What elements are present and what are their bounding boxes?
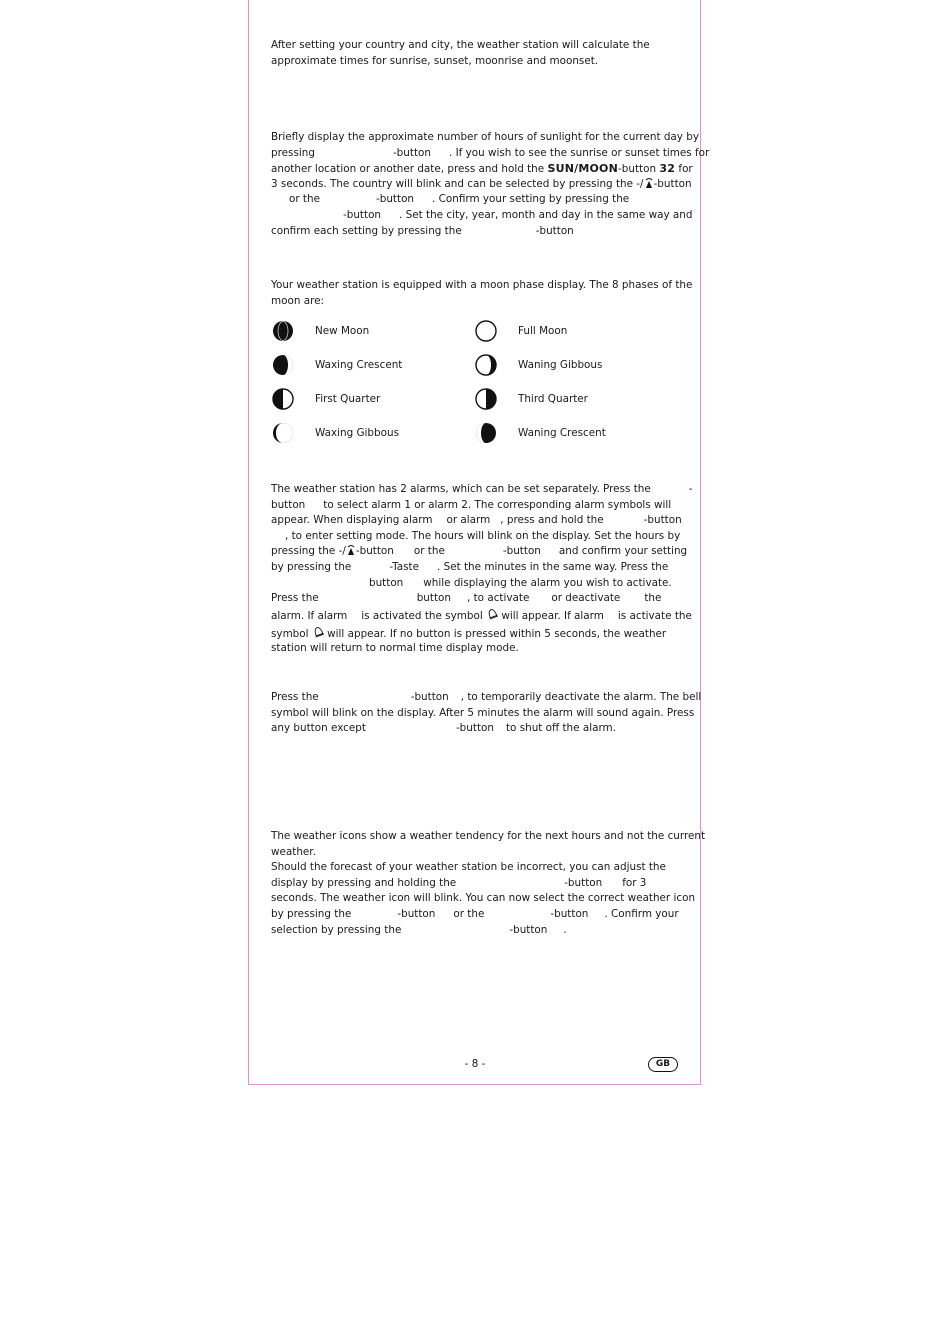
text-fragment: by pressing the xyxy=(271,560,352,573)
text-fragment: -button xyxy=(355,545,394,558)
text-fragment: display by pressing and holding the xyxy=(271,876,457,889)
text-fragment: pressing the -/ xyxy=(271,545,346,558)
text-fragment: - xyxy=(688,483,693,495)
text-line xyxy=(271,208,693,224)
text-line xyxy=(271,591,681,607)
moon-phase-label: New Moon xyxy=(315,325,370,337)
text-line xyxy=(271,146,710,162)
text-fragment: -button xyxy=(455,722,494,735)
language-badge: GB xyxy=(648,1057,678,1072)
text-fragment: is activate the xyxy=(617,609,692,622)
text-fragment: alarm. If alarm xyxy=(271,609,348,622)
text-fragment: by pressing the xyxy=(271,907,352,920)
text-fragment: , press and hold the xyxy=(500,514,604,527)
text-fragment: selection by pressing the xyxy=(271,923,402,936)
text-fragment: for xyxy=(678,163,693,176)
text-fragment: . Set the minutes in the same way. Press the xyxy=(437,560,669,573)
waxing-gibbous-icon xyxy=(272,422,294,444)
text-fragment: button xyxy=(369,576,404,589)
text-line xyxy=(271,625,681,641)
text-fragment: 3 seconds. The country will blink and can be selected by pressing the -/ xyxy=(271,177,644,190)
text-fragment: and confirm your setting xyxy=(558,545,688,558)
moon-phase-paragraph xyxy=(271,278,693,309)
text-fragment: button xyxy=(271,498,306,511)
text-line: approximate times for sunrise, sunset, moonrise and moonset. xyxy=(271,54,599,67)
radio-tower-icon xyxy=(644,177,654,189)
text-line: Briefly display the approximate number of hours of sunlight for the current day by xyxy=(271,131,699,143)
bell-icon xyxy=(312,625,324,639)
text-fragment: to select alarm 1 or alarm 2. The corresponding alarm symbols will xyxy=(323,498,672,511)
moon-phase-label: Waxing Crescent xyxy=(315,359,403,371)
text-fragment: . Confirm your setting by pressing the xyxy=(432,193,630,206)
text-fragment: confirm each setting by pressing the xyxy=(271,224,462,237)
text-line xyxy=(271,161,693,177)
text-fragment: is activated the symbol xyxy=(361,609,483,622)
text-fragment: the xyxy=(644,592,662,605)
moon-phase-label: Waning Crescent xyxy=(518,427,606,439)
text-fragment: , to activate xyxy=(466,592,530,605)
alarm-paragraph xyxy=(271,482,693,656)
text-line xyxy=(271,607,692,625)
text-line xyxy=(271,192,681,208)
intro-paragraph xyxy=(271,38,681,69)
third-quarter-icon xyxy=(475,388,497,410)
text-line: The weather icons show a weather tendency for the next hours and not the current xyxy=(271,830,706,842)
bell-icon xyxy=(486,607,498,621)
text-line xyxy=(271,576,681,592)
text-fragment: or the xyxy=(289,193,320,206)
text-fragment: while displaying the alarm you wish to activate. xyxy=(423,576,672,589)
text-fragment: -button xyxy=(410,691,449,703)
waning-crescent-icon xyxy=(475,422,497,444)
text-line: seconds. The weather icon will blink. You can now select the correct weather icon xyxy=(271,892,696,905)
text-fragment: will appear. If alarm xyxy=(501,609,604,622)
first-quarter-icon xyxy=(272,388,294,410)
text-fragment: button xyxy=(416,592,451,605)
waning-gibbous-icon xyxy=(475,354,497,376)
moon-phase-label: Waxing Gibbous xyxy=(315,427,399,439)
text-fragment: . xyxy=(563,923,567,936)
text-line xyxy=(271,498,681,514)
text-line xyxy=(271,923,681,939)
text-fragment: . If you wish to see the sunrise or sunset times for xyxy=(448,146,710,159)
text-line xyxy=(271,544,688,560)
text-fragment: symbol xyxy=(271,627,309,640)
text-fragment: The weather station has 2 alarms, which can be set separately. Press the xyxy=(271,483,651,495)
text-fragment: or the xyxy=(413,545,445,558)
text-line xyxy=(271,513,681,529)
text-fragment: -button xyxy=(550,907,589,920)
text-line xyxy=(271,224,681,240)
text-fragment: -button xyxy=(343,208,382,221)
text-fragment: for 3 xyxy=(622,876,647,889)
text-fragment: . Confirm your xyxy=(604,907,679,920)
moon-phase-label: Full Moon xyxy=(518,325,568,337)
sun-moon-paragraph xyxy=(271,130,710,239)
text-line xyxy=(271,721,681,737)
text-fragment: another location or another date, press and hold the xyxy=(271,163,545,176)
text-line xyxy=(271,177,692,193)
text-line xyxy=(271,560,681,576)
text-line: Your weather station is equipped with a moon phase display. The 8 phases of the xyxy=(271,279,693,291)
text-fragment: -button xyxy=(535,224,574,237)
text-line: weather. xyxy=(271,845,316,858)
text-fragment: , to temporarily deactivate the alarm. The bell xyxy=(460,691,702,703)
moon-phase-label: First Quarter xyxy=(315,393,381,405)
page-number: - 8 - xyxy=(464,1058,486,1070)
snooze-paragraph xyxy=(271,690,702,737)
text-fragment: or alarm xyxy=(446,514,491,527)
text-fragment: -button xyxy=(653,177,692,190)
text-line xyxy=(271,907,681,923)
text-fragment: -button xyxy=(564,876,603,889)
text-line xyxy=(271,482,693,498)
waxing-crescent-icon xyxy=(272,354,294,376)
text-fragment: -Taste xyxy=(389,560,420,573)
text-fragment: . Set the city, year, month and day in the same way and xyxy=(399,208,693,221)
text-line: station will return to normal time display mode. xyxy=(271,641,519,654)
text-fragment: any button except xyxy=(271,722,366,735)
text-fragment: -button xyxy=(509,923,548,936)
text-fragment: or the xyxy=(453,907,485,920)
text-line: After setting your country and city, the weather station will calculate the xyxy=(271,39,650,51)
sun-moon-key-label: SUN/MOON xyxy=(547,162,619,176)
text-line: symbol will blink on the display. After 5 minutes the alarm will sound again. Press xyxy=(271,706,695,719)
text-fragment: Press the xyxy=(271,592,319,605)
key-number: 32 xyxy=(659,162,676,176)
radio-tower-icon xyxy=(346,544,356,556)
moon-phase-label: Waning Gibbous xyxy=(518,359,603,371)
text-line: moon are: xyxy=(271,294,325,307)
text-fragment: appear. When displaying alarm xyxy=(271,514,433,527)
text-line xyxy=(271,876,681,892)
text-fragment: Press the xyxy=(271,691,319,703)
text-fragment: -button xyxy=(392,146,431,159)
text-fragment: -button xyxy=(643,514,682,527)
text-fragment: -button xyxy=(397,907,436,920)
moon-phase-label: Third Quarter xyxy=(518,393,588,405)
text-fragment: -button xyxy=(618,163,657,176)
text-fragment: -button xyxy=(502,545,541,558)
forecast-paragraph xyxy=(271,829,706,938)
new-moon-icon xyxy=(272,320,294,342)
text-fragment: or deactivate xyxy=(551,592,621,605)
text-fragment: to shut off the alarm. xyxy=(505,722,616,735)
text-fragment: -button xyxy=(375,193,415,206)
text-line xyxy=(271,529,681,545)
text-fragment: pressing xyxy=(271,146,315,159)
text-line xyxy=(271,690,702,706)
full-moon-icon xyxy=(475,320,497,342)
text-fragment: will appear. If no button is pressed within 5 seconds, the weather xyxy=(327,627,667,640)
text-line: Should the forecast of your weather station be incorrect, you can adjust the xyxy=(271,861,666,874)
text-fragment: , to enter setting mode. The hours will blink on the display. Set the hours by xyxy=(285,529,681,542)
